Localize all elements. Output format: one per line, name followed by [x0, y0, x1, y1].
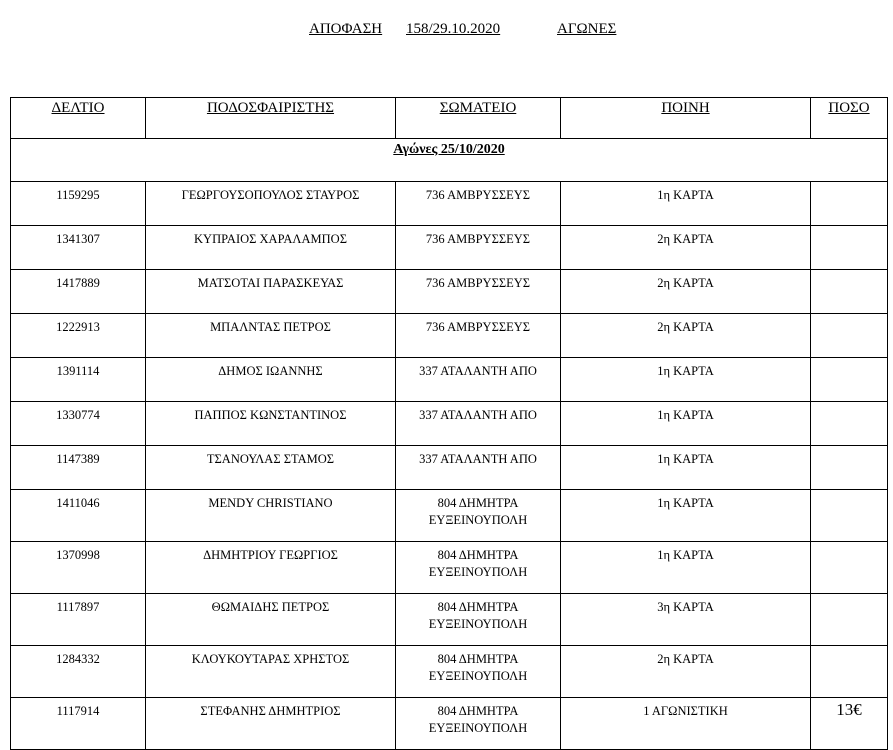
cell-penalty: 1η ΚΑΡΤΑ [561, 182, 811, 226]
club-line-2: ΕΥΞΕΙΝΟΥΠΟΛΗ [428, 669, 528, 683]
cell-player: MENDY CHRISTIANO [146, 490, 396, 542]
column-header-player: ΠΟΔΟΣΦΑΙΡΙΣΤΗΣ [146, 98, 396, 139]
decision-type: ΑΓΩΝΕΣ [557, 21, 617, 37]
cell-card: 1417889 [11, 270, 146, 314]
club-line-1: 804 ΔΗΜΗΤΡΑ [437, 704, 519, 718]
penalties-table [10, 97, 888, 750]
club-line-2: ΕΥΞΕΙΝΟΥΠΟΛΗ [428, 721, 528, 735]
table-row [11, 226, 888, 270]
club-line-1: 337 ΑΤΑΛΑΝΤΗ ΑΠΟ [419, 364, 537, 378]
table-row [11, 646, 888, 698]
decision-number: 158/29.10.2020 [406, 21, 501, 37]
cell-player: ΚΥΠΡΑΙΟΣ ΧΑΡΑΛΑΜΠΟΣ [146, 226, 396, 270]
column-header-club: ΣΩΜΑΤΕΙΟ [396, 98, 561, 139]
cell-penalty: 2η ΚΑΡΤΑ [561, 646, 811, 698]
cell-amount [811, 182, 888, 226]
cell-club [396, 698, 561, 750]
cell-penalty: 2η ΚΑΡΤΑ [561, 314, 811, 358]
cell-player: ΔΗΜΟΣ ΙΩΑΝΝΗΣ [146, 358, 396, 402]
cell-club [396, 446, 561, 490]
cell-club [396, 542, 561, 594]
cell-player: ΤΣΑΝΟΥΛΑΣ ΣΤΑΜΟΣ [146, 446, 396, 490]
section-row [11, 139, 888, 182]
cell-amount [811, 226, 888, 270]
cell-card: 1341307 [11, 226, 146, 270]
club-line-1: 337 ΑΤΑΛΑΝΤΗ ΑΠΟ [419, 452, 537, 466]
club-line-1: 736 ΑΜΒΡΥΣΣΕΥΣ [425, 232, 531, 246]
cell-amount [811, 358, 888, 402]
cell-amount: 13€ [811, 698, 888, 750]
cell-card: 1159295 [11, 182, 146, 226]
cell-amount [811, 270, 888, 314]
cell-card: 1391114 [11, 358, 146, 402]
table-row [11, 594, 888, 646]
club-line-1: 804 ΔΗΜΗΤΡΑ [437, 548, 519, 562]
table-row [11, 446, 888, 490]
table-row [11, 490, 888, 542]
table-row [11, 542, 888, 594]
cell-player: ΚΛΟΥΚΟΥΤΑΡΑΣ ΧΡΗΣΤΟΣ [146, 646, 396, 698]
cell-card: 1117897 [11, 594, 146, 646]
cell-amount [811, 402, 888, 446]
cell-penalty: 2η ΚΑΡΤΑ [561, 270, 811, 314]
cell-penalty: 2η ΚΑΡΤΑ [561, 226, 811, 270]
cell-penalty: 1η ΚΑΡΤΑ [561, 358, 811, 402]
column-header-penalty: ΠΟΙΝΗ [561, 98, 811, 139]
club-line-2: ΕΥΞΕΙΝΟΥΠΟΛΗ [428, 617, 528, 631]
cell-amount [811, 446, 888, 490]
cell-card: 1117914 [11, 698, 146, 750]
cell-player: ΠΑΠΠΟΣ ΚΩΝΣΤΑΝΤΙΝΟΣ [146, 402, 396, 446]
cell-club [396, 314, 561, 358]
cell-amount [811, 314, 888, 358]
club-line-1: 804 ΔΗΜΗΤΡΑ [437, 652, 519, 666]
cell-card: 1222913 [11, 314, 146, 358]
table-row [11, 402, 888, 446]
cell-amount [811, 646, 888, 698]
cell-player: ΔΗΜΗΤΡΙΟΥ ΓΕΩΡΓΙΟΣ [146, 542, 396, 594]
cell-penalty: 1η ΚΑΡΤΑ [561, 490, 811, 542]
cell-card: 1330774 [11, 402, 146, 446]
section-title: Αγώνες 25/10/2020 [11, 139, 888, 182]
club-line-1: 804 ΔΗΜΗΤΡΑ [437, 600, 519, 614]
cell-penalty: 1η ΚΑΡΤΑ [561, 446, 811, 490]
column-header-amount: ΠΟΣΟ [811, 98, 888, 139]
cell-player: ΜΑΤΣΟΤΑΙ ΠΑΡΑΣΚΕΥΑΣ [146, 270, 396, 314]
cell-club [396, 226, 561, 270]
cell-player: ΘΩΜΑΙΔΗΣ ΠΕΤΡΟΣ [146, 594, 396, 646]
club-line-1: 337 ΑΤΑΛΑΝΤΗ ΑΠΟ [419, 408, 537, 422]
club-line-1: 736 ΑΜΒΡΥΣΣΕΥΣ [425, 188, 531, 202]
cell-club [396, 402, 561, 446]
club-line-1: 736 ΑΜΒΡΥΣΣΕΥΣ [425, 320, 531, 334]
cell-player: ΜΠΑΛΝΤΑΣ ΠΕΤΡΟΣ [146, 314, 396, 358]
table-row [11, 698, 888, 750]
decision-title: ΑΠΟΦΑΣΗ [309, 21, 383, 37]
cell-club [396, 358, 561, 402]
table-row [11, 358, 888, 402]
cell-card: 1284332 [11, 646, 146, 698]
column-header-card: ΔΕΛΤΙΟ [11, 98, 146, 139]
club-line-2: ΕΥΞΕΙΝΟΥΠΟΛΗ [428, 565, 528, 579]
cell-penalty: 1 ΑΓΩΝΙΣΤΙΚΗ [561, 698, 811, 750]
cell-penalty: 1η ΚΑΡΤΑ [561, 402, 811, 446]
club-line-1: 804 ΔΗΜΗΤΡΑ [437, 496, 519, 510]
cell-penalty: 3η ΚΑΡΤΑ [561, 594, 811, 646]
cell-player: ΣΤΕΦΑΝΗΣ ΔΗΜΗΤΡΙΟΣ [146, 698, 396, 750]
cell-player: ΓΕΩΡΓΟΥΣΟΠΟΥΛΟΣ ΣΤΑΥΡΟΣ [146, 182, 396, 226]
club-line-1: 736 ΑΜΒΡΥΣΣΕΥΣ [425, 276, 531, 290]
cell-club [396, 182, 561, 226]
cell-club [396, 594, 561, 646]
cell-club [396, 270, 561, 314]
cell-card: 1370998 [11, 542, 146, 594]
cell-club [396, 490, 561, 542]
table-row [11, 182, 888, 226]
cell-card: 1147389 [11, 446, 146, 490]
table-header-row [11, 98, 888, 139]
cell-amount [811, 542, 888, 594]
table-row [11, 270, 888, 314]
cell-penalty: 1η ΚΑΡΤΑ [561, 542, 811, 594]
cell-card: 1411046 [11, 490, 146, 542]
table-row [11, 314, 888, 358]
cell-club [396, 646, 561, 698]
cell-amount [811, 594, 888, 646]
cell-amount [811, 490, 888, 542]
club-line-2: ΕΥΞΕΙΝΟΥΠΟΛΗ [428, 513, 528, 527]
